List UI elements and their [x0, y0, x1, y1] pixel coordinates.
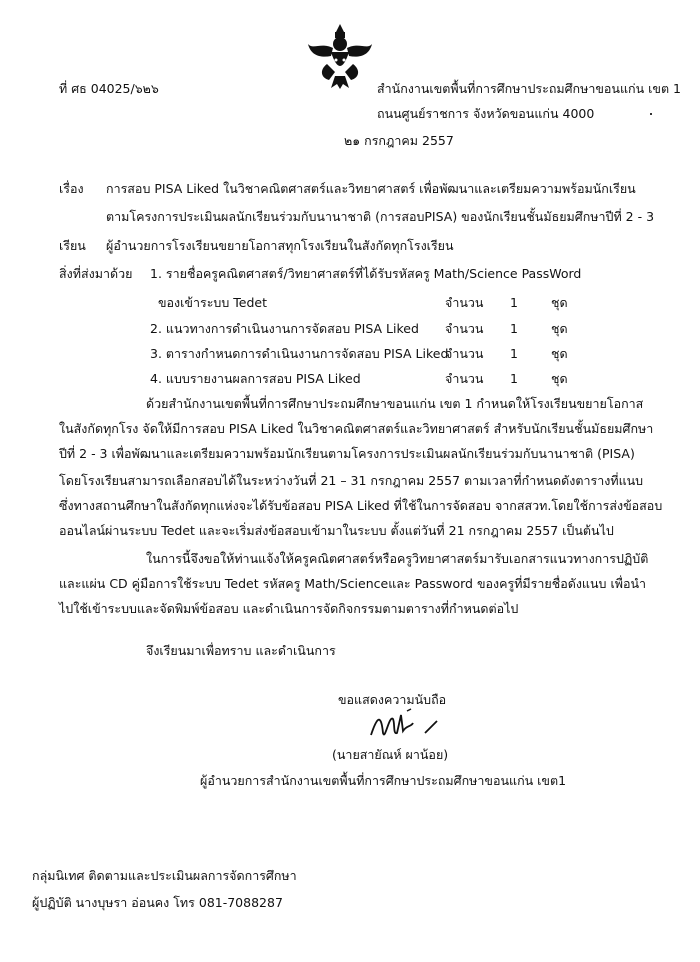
body-line: โดยโรงเรียนสามารถเลือกสอบได้ในระหว่างวันที่ 21 – 31 กรกฎาคม 2557 ตามเวลาที่กำหนดดังตารางที่แนบ [59, 473, 644, 488]
signer-name: (นายสายัณห์ ผาน้อย) [332, 747, 449, 762]
enclosure-item-text: 2. แนวทางการดำเนินงานการจัดสอบ PISA Liked [150, 321, 419, 336]
body-line: ในการนี้จึงขอให้ท่านแจ้งให้ครูคณิตศาสตร์หรือครูวิทยาศาสตร์มารับเอกสารแนวทางการปฏิบัติ [146, 551, 649, 566]
enclosure-item-text: 3. ตารางกำหนดการดำเนินงานการจัดสอบ PISA Liked [150, 346, 449, 361]
body-line: ออนไลน์ผ่านระบบ Tedet และจะเริ่มส่งข้อสอบเข้ามาในระบบ ตั้งแต่วันที่ 21 กรกฎาคม 2557 เป็นต้นไป [59, 523, 614, 538]
enclosure-item-text: 4. แบบรายงานผลการสอบ PISA Liked [150, 371, 361, 386]
scan-dot [650, 113, 652, 115]
enclosure-qty: 1 [510, 295, 518, 310]
enclosure-qty-label: จำนวน [445, 295, 484, 310]
garuda-emblem-icon [305, 20, 375, 90]
enclosure-qty: 1 [510, 321, 518, 336]
body-line: ด้วยสำนักงานเขตพื้นที่การศึกษาประถมศึกษาขอนแก่น เขต 1 กำหนดให้โรงเรียนขยายโอกาส [146, 396, 644, 411]
enclosure-unit: ชุด [551, 371, 568, 386]
enclosure-item-1-line-1: 1. รายชื่อครูคณิตศาสตร์/วิทยาศาสตร์ที่ได้รับรหัสครู Math/Science PassWord [150, 266, 582, 281]
document-number: ที่ ศธ 04025/๖๒๖ [59, 81, 159, 96]
enclosure-qty-label: จำนวน [445, 321, 484, 336]
footer-contact: ผู้ปฏิบัติ นางบุษรา อ่อนคง โทร 081-7088287 [32, 895, 283, 910]
regards-text: ขอแสดงความนับถือ [338, 692, 447, 707]
closing-line: จึงเรียนมาเพื่อทราบ และดำเนินการ [146, 643, 336, 658]
footer-unit: กลุ่มนิเทศ ติดตามและประเมินผลการจัดการศึกษา [32, 868, 297, 883]
enclosure-unit: ชุด [551, 295, 568, 310]
enclosure-qty-label: จำนวน [445, 346, 484, 361]
subject-line-1: การสอบ PISA Liked ในวิชาคณิตศาสตร์และวิทยาศาสตร์ เพื่อพัฒนาและเตรียมความพร้อมนักเรียน [106, 181, 636, 196]
enclosure-unit: ชุด [551, 321, 568, 336]
document-date: ๒๑ กรกฎาคม 2557 [344, 133, 454, 148]
enclosure-qty: 1 [510, 346, 518, 361]
enclosure-item-text: ของเข้าระบบ Tedet [158, 295, 267, 310]
enclosure-qty: 1 [510, 371, 518, 386]
signer-position: ผู้อำนวยการสำนักงานเขตพื้นที่การศึกษาประถมศึกษาขอนแก่น เขต1 [200, 773, 567, 788]
body-line: ปีที่ 2 - 3 เพื่อพัฒนาและเตรียมความพร้อมนักเรียนตามโครงการประเมินผลนักเรียนร่วมกับนานาชาติ (PISA) [59, 446, 635, 461]
enclosures-label: สิ่งที่ส่งมาด้วย [59, 266, 133, 281]
agency-name: สำนักงานเขตพื้นที่การศึกษาประถมศึกษาขอนแก่น เขต 1 [377, 81, 681, 96]
subject-line-2: ตามโครงการประเมินผลนักเรียนร่วมกับนานาชาติ (การสอบPISA) ของนักเรียนชั้นมัธยมศึกษาปีที่ 2 - 3 [106, 209, 655, 224]
handwritten-signature-icon [367, 705, 447, 745]
body-line: ไปใช้เข้าระบบและจัดพิมพ์ข้อสอบ และดำเนินการจัดกิจกรรมตามตารางที่กำหนดต่อไป [59, 601, 519, 616]
enclosure-qty-label: จำนวน [445, 371, 484, 386]
recipient-text: ผู้อำนวยการโรงเรียนขยายโอกาสทุกโรงเรียนในสังกัดทุกโรงเรียน [106, 238, 454, 253]
enclosure-unit: ชุด [551, 346, 568, 361]
body-line: ซึ่งทางสถานศึกษาในสังกัดทุกแห่งจะได้รับข้อสอบ PISA Liked ที่ใช้ในการจัดสอบ จากสสวท.โดยใช้การส่งข้อสอบ [59, 498, 663, 513]
agency-address: ถนนศูนย์ราชการ จังหวัดขอนแก่น 4000 [377, 106, 595, 121]
recipient-label: เรียน [59, 238, 86, 253]
body-line: และแผ่น CD คู่มือการใช้ระบบ Tedet รหัสครู Math/Scienceและ Password ของครูที่มีรายชื่อดังแนบ เพื่อนำ [59, 576, 647, 591]
body-line: ในสังกัดทุกโรง จัดให้มีการสอบ PISA Liked ในวิชาคณิตศาสตร์และวิทยาศาสตร์ สำหรับนักเรียนชั้นมัธยมศึกษา [59, 421, 654, 436]
subject-label: เรื่อง [59, 181, 84, 196]
